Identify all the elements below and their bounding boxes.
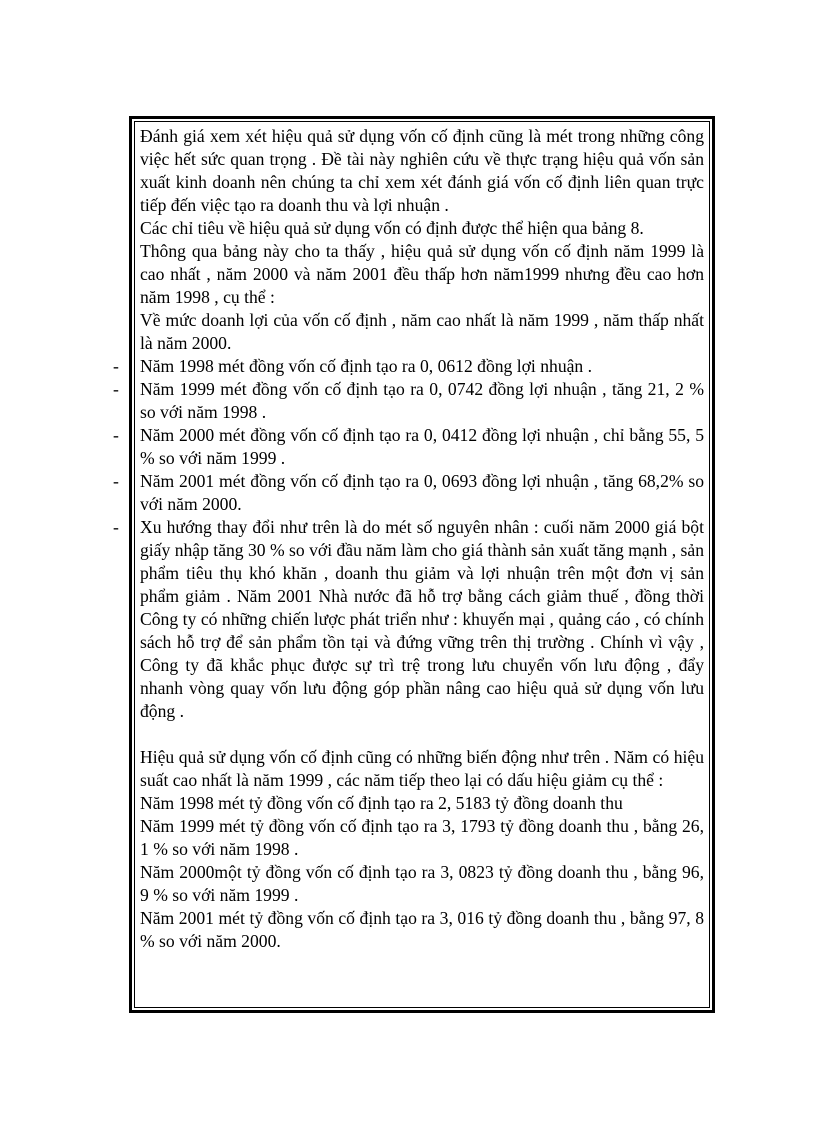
bullet-dash: - — [113, 356, 119, 376]
bullet-item-1998 — [113, 355, 704, 378]
paragraph-2001-revenue: Năm 2001 mét tỷ đồng vốn cố định tạo ra 3, 016 tỷ đồng doanh thu , bằng 97, 8 % so với năm 2000. — [140, 908, 704, 951]
bullet-item-1999 — [113, 378, 704, 424]
paragraph-overview: Thông qua bảng này cho ta thấy , hiệu quả sử dụng vốn cố định năm 1999 là cao nhất , năm 2000 và năm 2001 đều thấp hơn năm1999 nhưng đều cao hơn năm 1998 , cụ thể : — [140, 241, 704, 307]
bullet-dash: - — [113, 471, 119, 491]
bullet-text: Năm 1998 mét đồng vốn cố định tạo ra 0, 0612 đồng lợi nhuận . — [140, 356, 593, 376]
blank-line — [140, 723, 704, 746]
bullet-text: Xu hướng thay đổi như trên là do mét số nguyên nhân : cuối năm 2000 giá bột giấy nhập tăng 30 % so với đầu năm làm cho giá thành sản xuất tăng mạnh , sản phẩm tiêu thụ khó khăn , doanh thu giảm và lợi nhuận trên một đơn vị sản phẩm giảm . Năm 2001 Nhà nước đã hỗ trợ bằng cách giảm thuế , đồng thời Công ty có những chiến lược phát triển như : khuyến mại , quảng cáo , có chính sách hỗ trợ để sản phẩm tồn tại và đứng vững trên thị trường . Chính vì vậy , Công ty đã khắc phục được sự trì trệ trong lưu chuyển vốn lưu động , đẩy nhanh vòng quay vốn lưu động góp phần nâng cao hiệu quả sử dụng vốn lưu động . — [140, 517, 704, 721]
bullet-item-2001 — [113, 470, 704, 516]
bullet-dash: - — [113, 517, 119, 537]
paragraph-efficiency: Hiệu quả sử dụng vốn cố định cũng có những biến động như trên . Năm có hiệu suất cao nhất là năm 1999 , các năm tiếp theo lại có dấu hiệu giảm cụ thể : — [140, 747, 704, 790]
bullet-item-trend — [113, 516, 704, 723]
paragraph-1999-revenue: Năm 1999 mét tỷ đồng vốn cố định tạo ra 3, 1793 tỷ đồng doanh thu , bằng 26, 1 % so với năm 1998 . — [140, 816, 704, 859]
paragraph-indicators: Các chỉ tiêu về hiệu quả sử dụng vốn có định được thể hiện qua bảng 8. — [140, 218, 644, 238]
bullet-dash: - — [113, 425, 119, 445]
paragraph-1998-revenue: Năm 1998 mét tỷ đồng vốn cố định tạo ra 2, 5183 tỷ đồng doanh thu — [140, 793, 623, 813]
bullet-text: Năm 2001 mét đồng vốn cố định tạo ra 0, 0693 đồng lợi nhuận , tăng 68,2% so với năm 2000. — [140, 471, 704, 514]
paragraph-intro: Đánh giá xem xét hiệu quả sử dụng vốn cố định cũng là mét trong những công việc hết sức quan trọng . Đề tài này nghiên cứu về thực trạng hiệu quả vốn sản xuất kinh doanh nên chúng ta chỉ xem xét đánh giá vốn cố định liên quan trực tiếp đến việc tạo ra doanh thu và lợi nhuận . — [140, 126, 704, 215]
document-body — [113, 125, 704, 953]
bullet-text: Năm 2000 mét đồng vốn cố định tạo ra 0, 0412 đồng lợi nhuận , chỉ bằng 55, 5 % so với năm 1999 . — [140, 425, 704, 468]
bullet-text: Năm 1999 mét đồng vốn cố định tạo ra 0, 0742 đồng lợi nhuận , tăng 21, 2 % so với năm 1998 . — [140, 379, 704, 422]
bullet-item-2000 — [113, 424, 704, 470]
paragraph-profit-rate: Về mức doanh lợi của vốn cố định , năm cao nhất là năm 1999 , năm thấp nhất là năm 2000. — [140, 310, 704, 353]
bullet-dash: - — [113, 379, 119, 399]
paragraph-2000-revenue: Năm 2000một tỷ đồng vốn cố định tạo ra 3, 0823 tỷ đồng doanh thu , bằng 96, 9 % so với năm 1999 . — [140, 862, 704, 905]
